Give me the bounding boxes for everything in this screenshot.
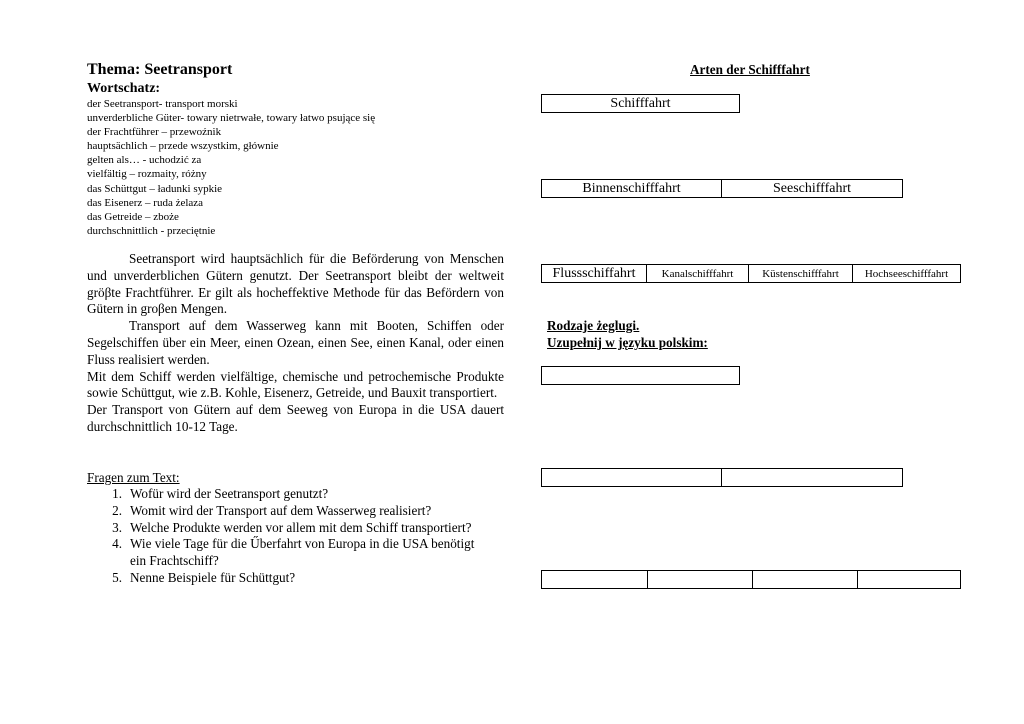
question-text: Womit wird der Transport auf dem Wasserweg realisiert? xyxy=(130,502,432,518)
vocab-item: der Seetransport- transport morski xyxy=(87,98,238,110)
level2-cell: Seeschifffahrt xyxy=(721,180,902,197)
level3-cell: Kanalschifffahrt xyxy=(646,265,748,282)
level3-cell: Hochseeschifffahrt xyxy=(852,265,960,282)
blank-cell[interactable] xyxy=(542,367,739,384)
question-text: Welche Produkte werden vor allem mit dem Schiff transportiert? xyxy=(130,519,472,535)
blank-cell[interactable] xyxy=(752,571,857,588)
level2-box xyxy=(541,179,903,198)
question-number: 1. xyxy=(112,486,122,501)
blank-cell[interactable] xyxy=(721,469,902,486)
vocab-item: das Eisenerz – ruda żelaza xyxy=(87,196,204,209)
level3-cell: Küstenschifffahrt xyxy=(748,265,852,282)
question-item xyxy=(87,503,487,520)
polish-task xyxy=(547,317,708,351)
blank-level1-box[interactable] xyxy=(541,366,740,385)
question-item xyxy=(87,520,487,537)
question-number: 3. xyxy=(112,519,122,535)
paragraph-2: Transport auf dem Wasserweg kann mit Booten, Schiffen oder Segelschiffen über ein Meer, einen Ozean, einen See, einen Kanal, oder einen Fluss realisiert werden. xyxy=(87,318,504,367)
question-number: 4. xyxy=(112,536,122,552)
vocab-item: das Schüttgut – ładunki sypkie xyxy=(87,182,223,195)
vocab-item: das Getreide – zboże xyxy=(87,210,179,223)
paragraph-3: Mit dem Schiff werden vielfältige, chemische und petrochemische Produkte sowie Schüttgut, wie z.B. Kohle, Eisenerz, Getreide, und Bauxit transportiert. xyxy=(87,368,504,401)
vocab-item: hauptsächlich – przede wszystkim, głównie xyxy=(87,140,279,153)
question-text: Nenne Beispiele für Schüttgut? xyxy=(130,569,296,585)
level1-box xyxy=(541,94,740,113)
vocab-item: vielfältig – rozmaity, różny xyxy=(87,168,207,181)
level3-box xyxy=(541,264,961,283)
question-item xyxy=(87,570,487,587)
vocab-item: der Frachtführer – przewoźnik xyxy=(87,126,222,139)
question-item xyxy=(87,536,487,570)
question-number: 5. xyxy=(112,569,122,585)
question-number: 2. xyxy=(112,502,122,518)
polish-task-title: Rodzaje żeglugi. xyxy=(547,318,640,333)
vocab-heading: Wortschatz: xyxy=(87,81,161,96)
shipping-types-title: Arten der Schifffahrt xyxy=(690,62,810,77)
questions-heading: Fragen zum Text: xyxy=(87,470,180,485)
blank-cell[interactable] xyxy=(542,469,721,486)
blank-level3-box[interactable] xyxy=(541,570,961,589)
polish-task-instruction: Uzupełnij w języku polskim: xyxy=(547,335,708,350)
paragraph-1: Seetransport wird hauptsächlich für die Beförderung von Menschen und unverderblichen Gütern genutzt. Der Seetransport bleibt der weltweit gröβte Frachtführer. Er gilt als hocheffektive Methode für das Befördern von Gütern in groβen Mengen. xyxy=(87,251,504,317)
questions-list xyxy=(87,486,487,587)
vocab-item: durchschnittlich - przeciętnie xyxy=(87,224,216,237)
vocab-item: unverderbliche Güter- towary nietrwałe, towary łatwo psujące się xyxy=(87,112,376,125)
blank-cell[interactable] xyxy=(857,571,960,588)
blank-cell[interactable] xyxy=(647,571,752,588)
reading-text xyxy=(87,251,504,436)
blank-level2-box[interactable] xyxy=(541,468,903,487)
level3-cell: Flussschiffahrt xyxy=(552,265,636,281)
page-title: Thema: Seetransport xyxy=(87,61,233,78)
vocab-list xyxy=(87,97,375,238)
paragraph-4: Der Transport von Gütern auf dem Seeweg von Europa in die USA dauert durchschnittlich 10-12 Tage. xyxy=(87,402,504,434)
blank-cell[interactable] xyxy=(542,571,647,588)
vocab-item: gelten als… - uchodzić za xyxy=(87,154,202,167)
level1-cell: Schifffahrt xyxy=(610,95,671,111)
question-text: Wie viele Tage für die Űberfahrt von Europa in die USA benötigt ein Frachtschiff? xyxy=(130,536,475,569)
level2-cell: Binnenschifffahrt xyxy=(582,180,681,196)
question-text: Wofür wird der Seetransport genutzt? xyxy=(130,486,329,501)
question-item xyxy=(87,486,487,503)
